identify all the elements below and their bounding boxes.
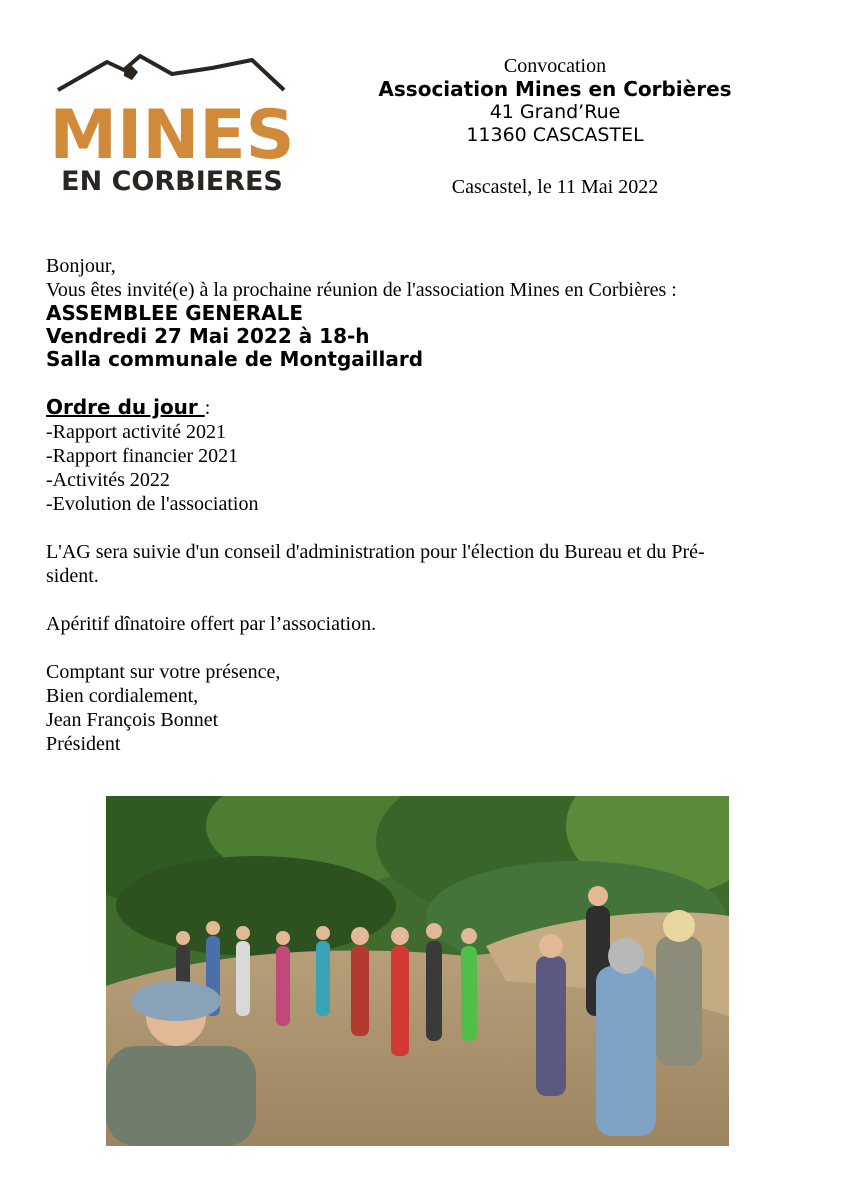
agenda-item: -Rapport activité 2021 (46, 421, 226, 443)
association-name: Association Mines en Corbières (378, 77, 732, 101)
logo-text-corbieres: EN CORBIERES (61, 166, 283, 195)
ag-note-line-2: sident. (46, 565, 99, 587)
letter-header (365, 55, 745, 199)
letter-body (46, 254, 806, 756)
greeting: Bonjour, (46, 255, 116, 277)
signature-title: Président (46, 733, 121, 755)
aperitif-note: Apéritif dînatoire offert par l’association. (46, 613, 377, 635)
event-place: Salla communale de Montgaillard (46, 347, 424, 371)
ag-note-line-1: L'AG sera suivie d'un conseil d'administration pour l'élection du Bureau et du Pré- (46, 541, 705, 563)
agenda-item: -Activités 2022 (46, 469, 170, 491)
hikers-photo-icon (106, 796, 729, 1146)
logo-text-mines: MINES (52, 96, 292, 175)
closing-line-1: Comptant sur votre présence, (46, 661, 281, 683)
closing-line-2: Bien cordialement, (46, 685, 199, 707)
group-hike-photo (106, 796, 729, 1146)
address-line-2: 11360 CASCASTEL (466, 124, 644, 146)
agenda-item: -Evolution de l'association (46, 493, 259, 515)
signature-name: Jean François Bonnet (46, 709, 219, 731)
association-logo (52, 50, 292, 195)
mountain-logo-icon (52, 50, 292, 195)
event-title: ASSEMBLEE GENERALE (46, 301, 303, 325)
agenda-heading (46, 395, 806, 420)
convocation-label: Convocation (503, 55, 607, 77)
address-line-1: 41 Grand’Rue (489, 101, 621, 123)
event-date: Vendredi 27 Mai 2022 à 18-h (46, 324, 370, 348)
agenda-item: -Rapport financier 2021 (46, 445, 239, 467)
agenda-title: Ordre du jour (46, 395, 205, 419)
agenda-colon: : (204, 397, 211, 419)
letter-date: Cascastel, le 11 Mai 2022 (451, 176, 659, 198)
invitation-text: Vous êtes invité(e) à la prochaine réunion de l'association Mines en Corbières : (46, 279, 677, 301)
